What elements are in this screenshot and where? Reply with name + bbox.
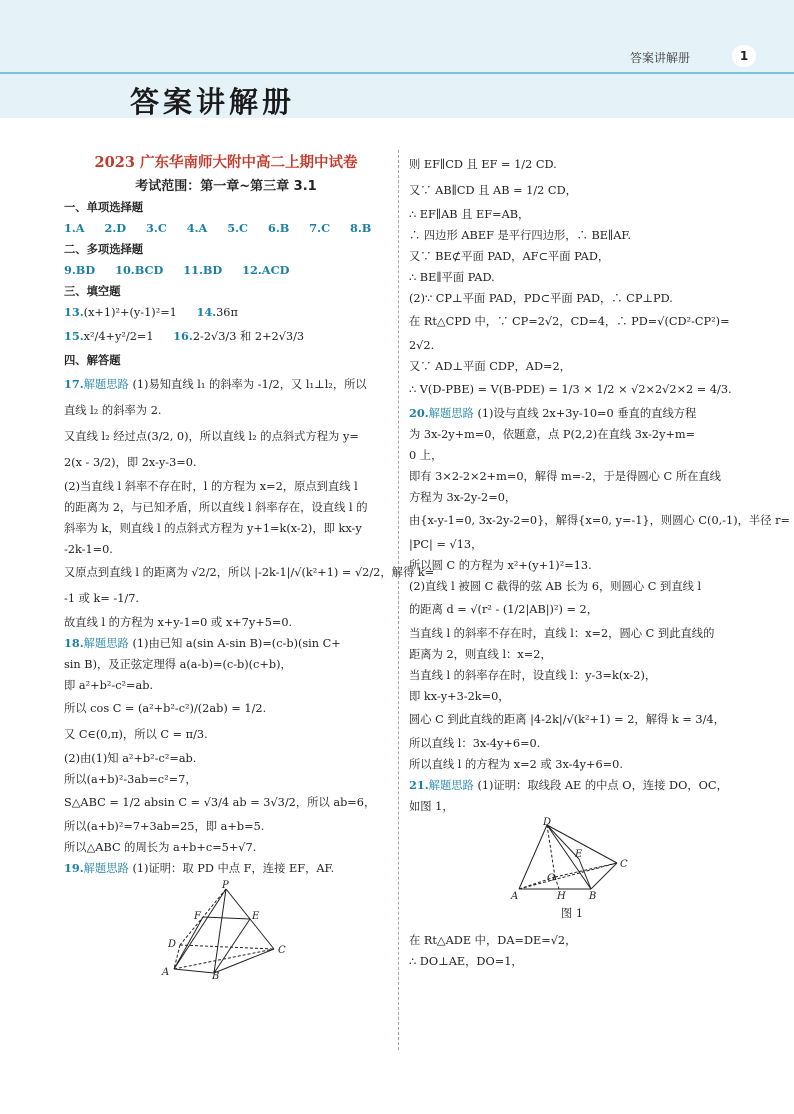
- exam-scope: 考试范围：第一章~第三章 3.1: [135, 179, 317, 194]
- fill-answers-15-16: 15.x²/4+y²/2=1 16.2-2√3/3 和 2+2√3/3: [64, 329, 305, 343]
- solution-line: (2)当直线 l 斜率不存在时，l 的方程为 x=2，原点到直线 l: [64, 480, 358, 493]
- label-d: D: [168, 939, 177, 950]
- fill-answer-14: 36π: [216, 306, 238, 319]
- figure-pyramid-19: [156, 880, 316, 982]
- exam-title: 2023 广东华南师大附中高二上期中试卷: [94, 154, 358, 171]
- label-p: P: [222, 880, 229, 891]
- solution-line: (2)由(1)知 a²+b²-c²=ab.: [64, 752, 197, 765]
- fill-answer-15: x²/4+y²/2=1: [83, 330, 154, 343]
- label-c: C: [278, 945, 286, 956]
- solution-line: ∴ DO⊥AE，DO=1，: [409, 955, 523, 968]
- figure-caption: 图 1: [560, 907, 584, 920]
- solution-line: 当直线 l 的斜率不存在时，直线 l：x=2，圆心 C 到此直线的: [409, 627, 715, 640]
- label-e: E: [575, 849, 583, 860]
- multi-choice-answers: [64, 260, 388, 281]
- label-h: H: [557, 891, 566, 902]
- label-d: D: [543, 817, 552, 828]
- solution-line: 则 EF∥CD 且 EF = 1/2 CD.: [409, 158, 557, 171]
- label-a: A: [511, 891, 519, 902]
- solution-line: 所以△ABC 的周长为 a+b+c=5+√7.: [64, 841, 257, 854]
- solution-line: S△ABC = 1/2 absin C = √3/4 ab = 3√3/2，所以 ab=6，: [64, 796, 376, 809]
- solution-line: 18.解题思路 (1)由已知 a(sin A-sin B)=(c-b)(sin C+: [64, 636, 341, 650]
- answer: 6.B: [268, 221, 290, 235]
- answer: 12.ACD: [242, 263, 290, 277]
- solution-line: ∴ EF∥AB 且 EF=AB，: [409, 208, 530, 221]
- solution-line: 即 kx-y+3-2k=0，: [409, 690, 510, 703]
- solution-line: 由{x-y-1=0, 3x-2y-2=0}，解得{x=0, y=-1}，则圆心 C(0,-1)，半径 r=: [409, 514, 790, 527]
- solution-line: 方程为 3x-2y-2=0，: [409, 491, 517, 504]
- solution-line: ∴ V(D-PBE) = V(B-PDE) = 1/3 × 1/2 × √2×2√2×2 = 4/3.: [409, 383, 732, 396]
- solution-line: 又直线 l₂ 经过点(3/2, 0)，所以直线 l₂ 的点斜式方程为 y=: [64, 430, 359, 443]
- header-rule: [0, 72, 794, 74]
- header-label: 答案讲解册: [630, 51, 691, 65]
- solution-line: 所以圆 C 的方程为 x²+(y+1)²=13.: [409, 559, 592, 572]
- solution-line: 又∵ AD⊥平面 CDP，AD=2，: [409, 360, 571, 373]
- section-multi-choice: 二、多项选择题: [64, 243, 144, 256]
- answer: 9.BD: [64, 263, 96, 277]
- solution-line: 的距离为 2，与已知矛盾，所以直线 l 斜率存在，设直线 l 的: [64, 501, 368, 514]
- solution-line: 为 3x-2y+m=0，依题意，点 P(2,2)在直线 3x-2y+m=: [409, 428, 696, 441]
- label-b: B: [212, 971, 220, 982]
- answer: 8.B: [350, 221, 372, 235]
- solution-line: 17.解题思路 (1)易知直线 l₁ 的斜率为 -1/2，又 l₁⊥l₂，所以: [64, 377, 367, 391]
- solution-line: 直线 l₂ 的斜率为 2.: [64, 404, 162, 417]
- label-o: O: [547, 873, 556, 884]
- solution-line: 距离为 2，则直线 l：x=2，: [409, 648, 552, 661]
- section-single-choice: 一、单项选择题: [64, 201, 144, 214]
- fill-answers-13-14: 13.(x+1)²+(y-1)²=1 14.36π: [64, 305, 238, 319]
- solution-line: (2)∵ CP⊥平面 PAD，PD⊂平面 PAD，∴ CP⊥PD.: [409, 292, 673, 305]
- solution-line: 当直线 l 的斜率存在时，设直线 l：y-3=k(x-2)，: [409, 669, 657, 682]
- answer: 10.BCD: [115, 263, 164, 277]
- label-c: C: [620, 859, 628, 870]
- solution-line: 又∵ AB∥CD 且 AB = 1/2 CD，: [409, 184, 577, 197]
- answer: 7.C: [309, 221, 331, 235]
- solution-line: -2k-1=0.: [64, 543, 113, 556]
- label-b: B: [589, 891, 597, 902]
- solution-line: 又∵ BE⊄平面 PAD，AF⊂平面 PAD，: [409, 250, 610, 263]
- solution-line: 在 Rt△ADE 中，DA=DE=√2，: [409, 934, 577, 947]
- solution-line: 所以(a+b)²=7+3ab=25，即 a+b=5.: [64, 820, 265, 833]
- solution-line: |PC| = √13，: [409, 538, 483, 551]
- solution-line: 在 Rt△CPD 中，∵ CP=2√2，CD=4，∴ PD=√(CD²-CP²)=: [409, 315, 730, 328]
- section-solutions: 四、解答题: [64, 354, 121, 367]
- page-number: 1: [732, 45, 756, 67]
- solution-line: 又原点到直线 l 的距离为 √2/2，所以 |-2k-1|/√(k²+1) = √2/2，解得 k=: [64, 566, 435, 579]
- solution-line: 即有 3×2-2×2+m=0，解得 m=-2，于是得圆心 C 所在直线: [409, 470, 721, 483]
- answer: 1.A: [64, 221, 85, 235]
- book-title: 答案讲解册: [130, 85, 296, 119]
- solution-line: 斜率为 k，则直线 l 的点斜式方程为 y+1=k(x-2)，即 kx-y: [64, 522, 362, 535]
- fill-answer-16: 2-2√3/3 和 2+2√3/3: [192, 330, 305, 343]
- solution-line: 所以直线 l 的方程为 x=2 或 3x-4y+6=0.: [409, 758, 623, 771]
- solution-line: 0 上，: [409, 449, 443, 462]
- label-f: F: [194, 911, 201, 922]
- solution-line: (2)直线 l 被圆 C 截得的弦 AB 长为 6，则圆心 C 到直线 l: [409, 580, 702, 593]
- label-a: A: [162, 967, 170, 978]
- solution-line: 2(x - 3/2)，即 2x-y-3=0.: [64, 456, 197, 469]
- solution-line: ∴ 四边形 ABEF 是平行四边形，∴ BE∥AF.: [409, 229, 632, 242]
- solution-line: 所以(a+b)²-3ab=c²=7，: [64, 773, 197, 786]
- solution-line: ∴ BE∥平面 PAD.: [409, 271, 495, 284]
- solution-line: 如图 1，: [409, 800, 454, 813]
- solution-line: 2√2.: [409, 339, 435, 352]
- solution-line: 20.解题思路 (1)设与直线 2x+3y-10=0 垂直的直线方程: [409, 406, 697, 420]
- answer: 5.C: [227, 221, 249, 235]
- right-column: [409, 152, 790, 972]
- answer: 11.BD: [183, 263, 223, 277]
- solution-line: 的距离 d = √(r² - (1/2|AB|)²) = 2，: [409, 603, 599, 616]
- fill-answer-13: (x+1)²+(y-1)²=1: [83, 306, 177, 319]
- answer: 3.C: [146, 221, 167, 235]
- solution-line: -1 或 k= -1/7.: [64, 592, 139, 605]
- column-divider: [398, 150, 399, 1050]
- single-choice-answers: [64, 218, 388, 239]
- solution-line: 又 C∈(0,π)，所以 C = π/3.: [64, 728, 208, 741]
- solution-line: 所以 cos C = (a²+b²-c²)/(2ab) = 1/2.: [64, 702, 267, 715]
- answer: 4.A: [186, 221, 208, 235]
- solution-line: 圆心 C 到此直线的距离 |4-2k|/√(k²+1) = 2，解得 k = 3/4，: [409, 713, 725, 726]
- label-e: E: [252, 911, 260, 922]
- solution-line: 21.解题思路 (1)证明：取线段 AE 的中点 O，连接 DO，OC，: [409, 778, 728, 792]
- section-fill-blank: 三、填空题: [64, 285, 121, 298]
- figure-pyramid-21: [509, 819, 639, 903]
- solution-line: 即 a²+b²-c²=ab.: [64, 679, 154, 692]
- solution-line: sin B)，及正弦定理得 a(a-b)=(c-b)(c+b)，: [64, 658, 292, 671]
- answer: 2.D: [104, 221, 127, 235]
- solution-line: 故直线 l 的方程为 x+y-1=0 或 x+7y+5=0.: [64, 616, 293, 629]
- solution-line: 所以直线 l：3x-4y+6=0.: [409, 737, 541, 750]
- solution-line: 19.解题思路 (1)证明：取 PD 中点 F，连接 EF，AF.: [64, 861, 335, 875]
